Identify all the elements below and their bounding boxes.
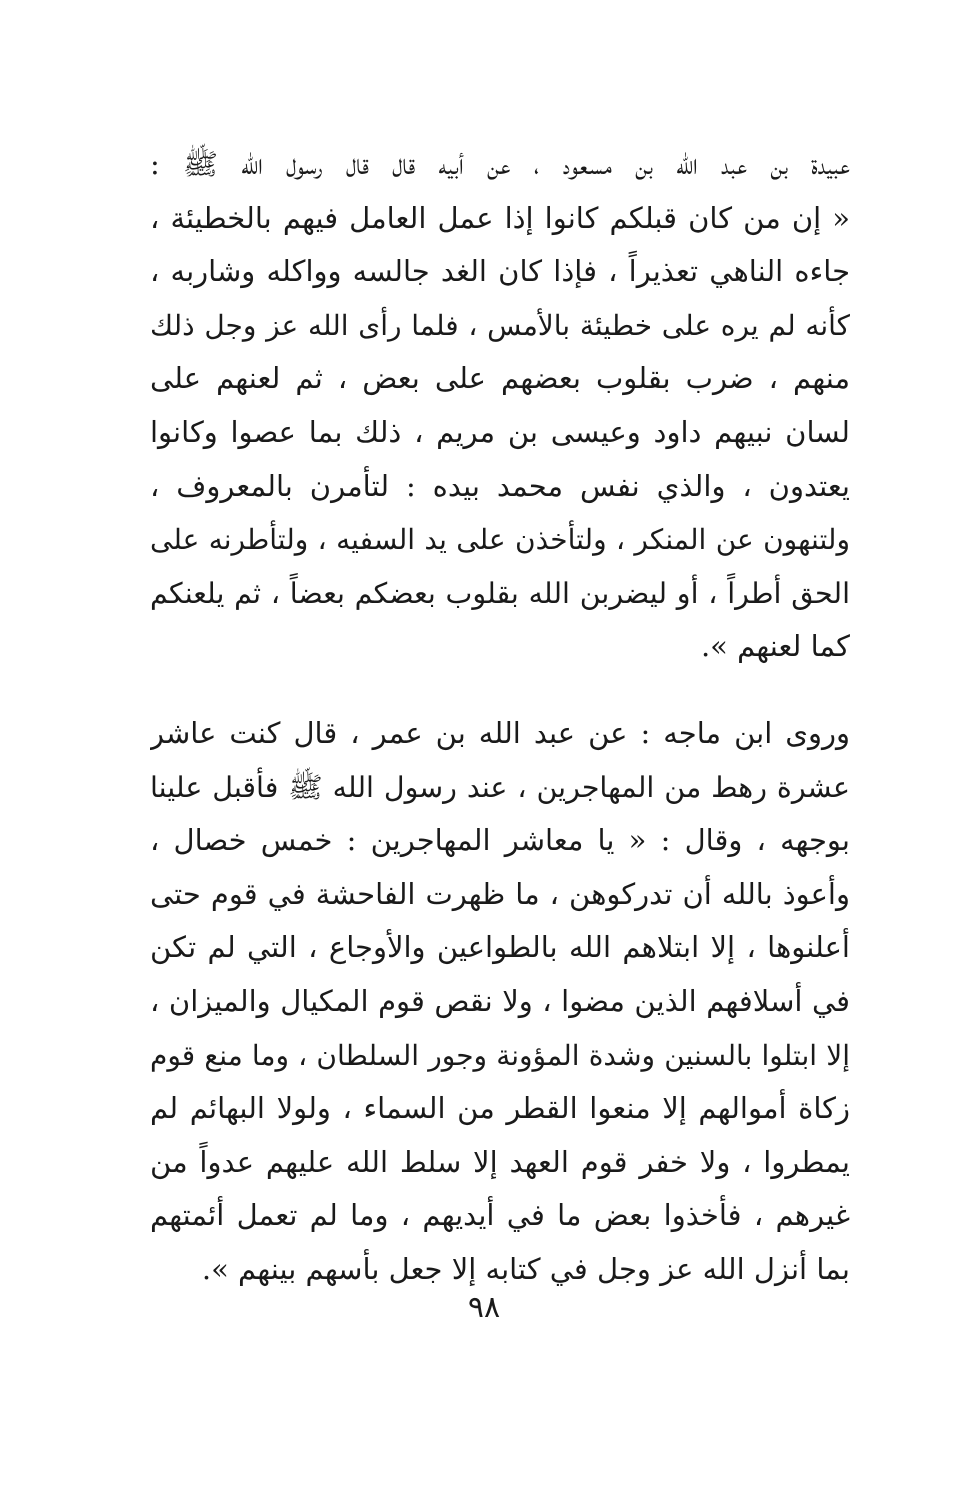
- text-line: جاءه الناهي تعذيراً ، فإذا كان الغد جالسه وواكله وشاربه ،: [150, 254, 850, 289]
- text-line: ولتنهون عن المنكر ، ولتأخذن على يد السفيه ، ولتأطرنه على: [150, 523, 850, 557]
- text-line: إلا ابتلوا بالسنين وشدة المؤونة وجور السلطان ، وما منع قوم: [150, 1038, 850, 1072]
- text-line: يمطروا ، ولا خفر قوم العهد إلا سلط الله عليهم عدواً من: [150, 1144, 850, 1179]
- text-line: كما لعنهم ».: [700, 629, 850, 664]
- text-line: عشرة رهط من المهاجرين ، عند رسول الله ﷺ فأقبل علينا: [150, 770, 850, 804]
- text-line: « إن من كان قبلكم كانوا إذا عمل العامل فيهم بالخطيئة ،: [150, 200, 850, 235]
- text-line: كأنه لم يره على خطيئة بالأمس ، فلما رأى الله عز وجل ذلك: [150, 308, 850, 342]
- text-line: في أسلافهم الذين مضوا ، ولا نقص قوم المكيال والميزان ،: [150, 983, 850, 1018]
- text-line: لسان نبيهم داود وعيسى بن مريم ، ذلك بما عصوا وكانوا: [150, 414, 850, 449]
- paragraph-hadith-1: [150, 138, 850, 674]
- text-line: منهم ، ضرب بقلوب بعضهم على بعض ، ثم لعنهم على: [150, 361, 850, 396]
- text-line: الحق أطراً ، أو ليضربن الله بقلوب بعضكم بعضاً ، ثم يلعنكم: [150, 576, 850, 610]
- page-number: ٩٨: [467, 1290, 501, 1325]
- text-line: زكاة أموالهم إلا منعوا القطر من السماء ، ولولا البهائم لم: [150, 1091, 850, 1126]
- text-line: وأعوذ بالله أن تدركوهن ، ما ظهرت الفاحشة في قوم حتى: [150, 876, 850, 911]
- text-line: غيرهم ، فأخذوا بعض ما في أيديهم ، وما لم تعمل أئمتهم: [150, 1198, 850, 1233]
- text-line: بما أنزل الله عز وجل في كتابه إلا جعل بأسهم بينهم ».: [201, 1251, 850, 1286]
- text-line: بوجهه ، وقال : « يا معاشر المهاجرين : خمس خصال ،: [150, 823, 850, 858]
- text-line: وروى ابن ماجه : عن عبد الله بن عمر ، قال كنت عاشر: [150, 716, 850, 750]
- text-line: أعلنوها ، إلا ابتلاهم الله بالطواعين والأوجاع ، التي لم تكن: [150, 930, 850, 965]
- paragraph-hadith-2: [150, 707, 850, 1297]
- text-line: يعتدون ، والذي نفس محمد بيده : لتأمرن بالمعروف ،: [150, 468, 850, 503]
- text-line: عبيدة بن عبد الله بن مسعود ، عن أبيه قال قال رسول الله ﷺ :: [150, 147, 850, 181]
